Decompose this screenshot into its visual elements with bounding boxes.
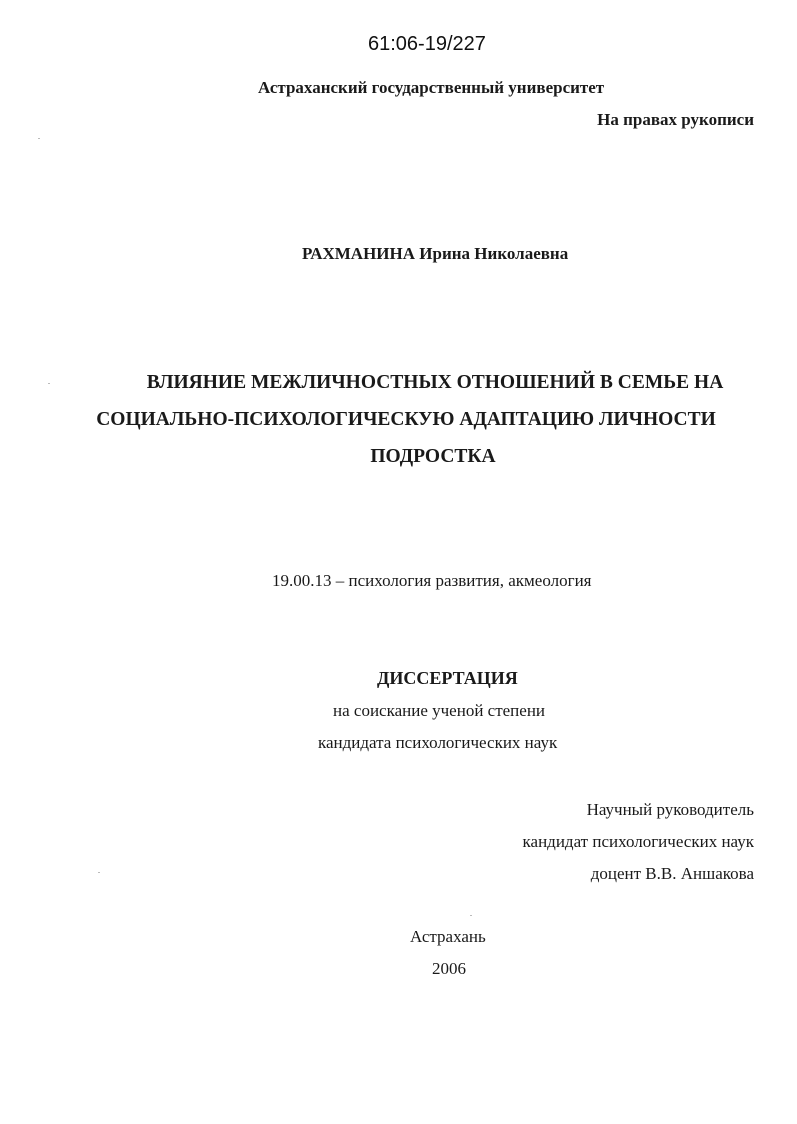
title-line-2: СОЦИАЛЬНО-ПСИХОЛОГИЧЕСКУЮ АДАПТАЦИЮ ЛИЧНОСТИ — [96, 409, 716, 430]
supervisor-name: доцент В.В. Аншакова — [590, 864, 754, 883]
university-name: Астраханский государственный университет — [258, 78, 605, 97]
scan-speck — [98, 872, 100, 873]
supervisor-block — [523, 794, 754, 890]
supervisor-title: Научный руководитель — [586, 800, 754, 819]
manuscript-rights-label: На правах рукописи — [597, 110, 754, 129]
degree-line-2: кандидата психологических наук — [318, 733, 558, 752]
supervisor-degree: кандидат психологических наук — [522, 832, 754, 851]
year: 2006 — [432, 959, 466, 978]
city-name: Астрахань — [410, 927, 486, 946]
title-line-1: ВЛИЯНИЕ МЕЖЛИЧНОСТНЫХ ОТНОШЕНИЙ В СЕМЬЕ НА — [146, 372, 724, 393]
work-type-heading: ДИССЕРТАЦИЯ — [377, 668, 518, 688]
scan-speck — [48, 383, 50, 384]
title-line-3: ПОДРОСТКА — [370, 446, 496, 467]
scan-speck — [470, 915, 472, 916]
specialty-code: 19.00.13 – психология развития, акмеология — [272, 571, 592, 590]
scan-speck — [38, 138, 40, 139]
author-name: РАХМАНИНА Ирина Николаевна — [302, 244, 569, 263]
dissertation-title — [60, 364, 797, 475]
degree-line-1: на соискание ученой степени — [333, 701, 546, 720]
catalog-number: 61:06-19/227 — [368, 33, 486, 55]
